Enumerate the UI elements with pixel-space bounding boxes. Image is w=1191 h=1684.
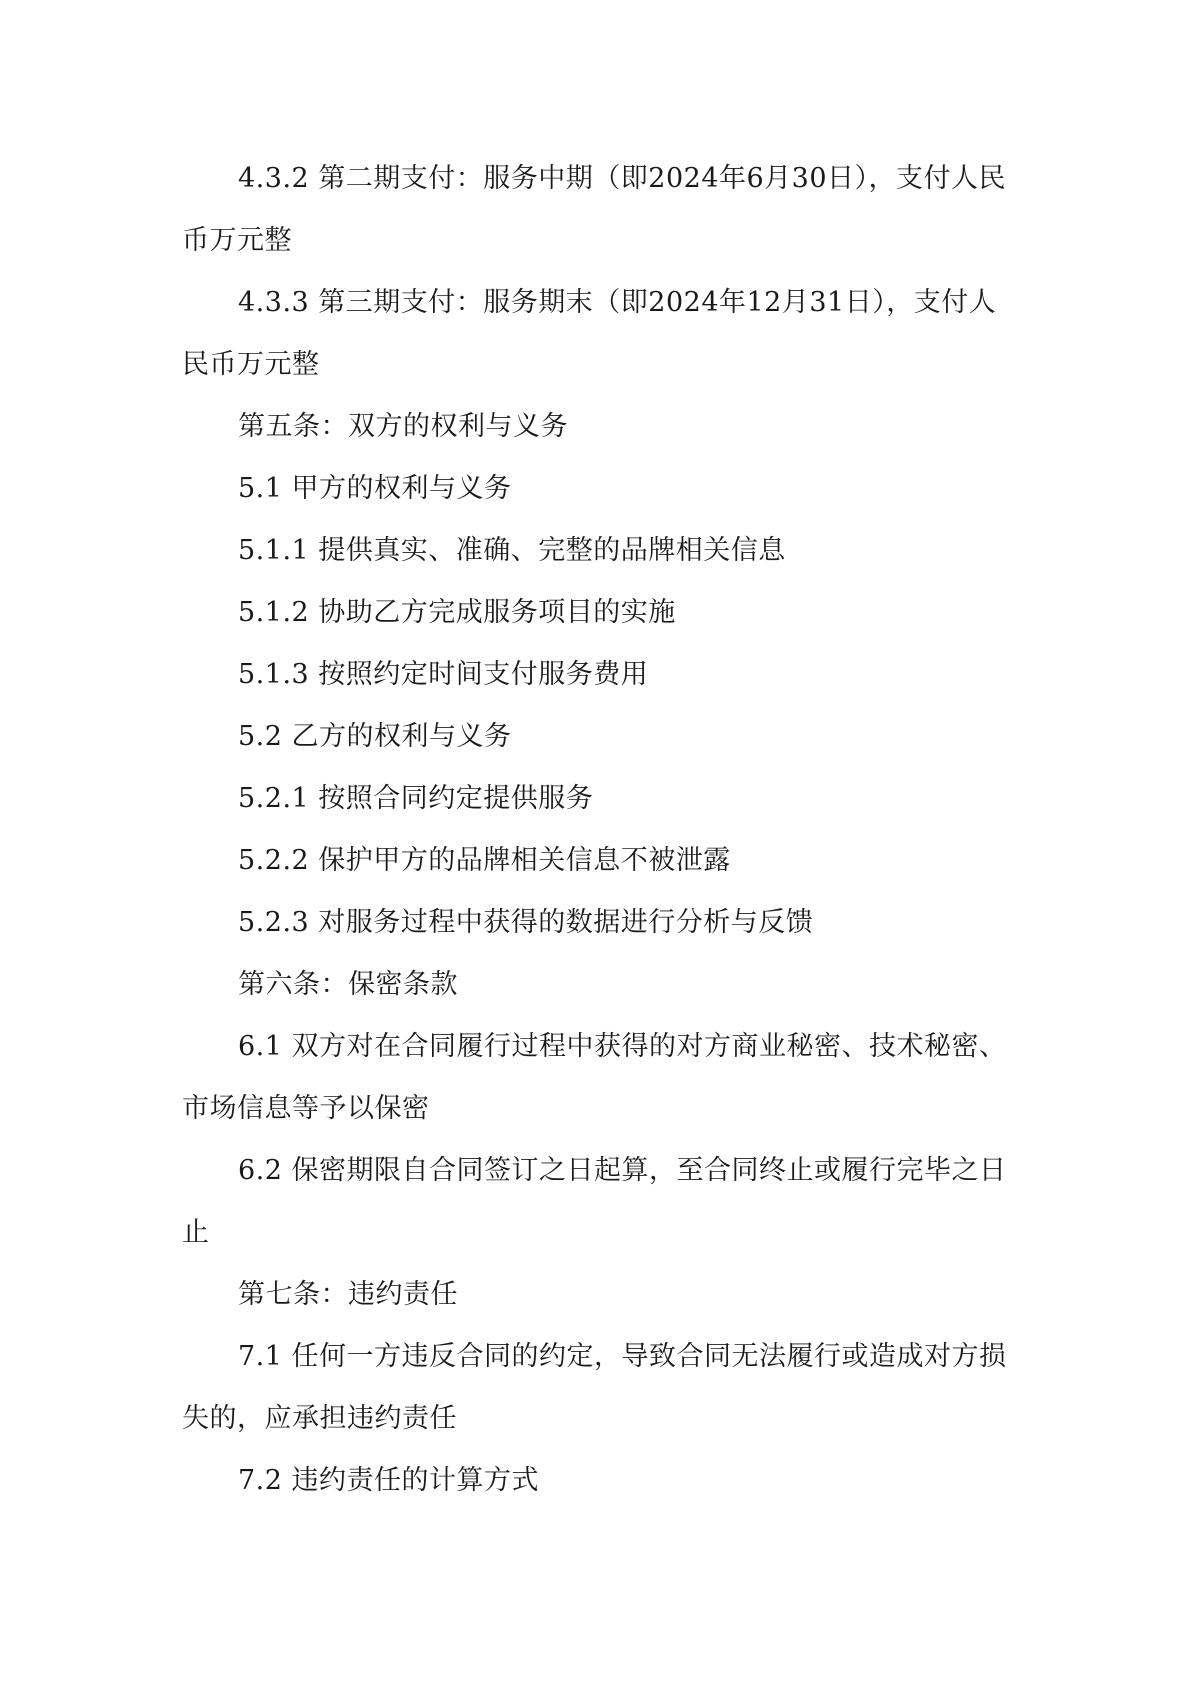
- article-5-heading: 第五条：双方的权利与义务: [238, 411, 568, 442]
- document-body: [182, 148, 1012, 1512]
- clause-5-1-3: 5.1.3 按照约定时间支付服务费用: [238, 659, 649, 690]
- clause-5-2: 5.2 乙方的权利与义务: [238, 721, 512, 752]
- clause-7-1: 7.1 任何一方违反合同的约定，导致合同无法履行或造成对方损失的，应承担违约责任: [182, 1341, 1007, 1434]
- article-7-heading: 第七条：违约责任: [238, 1279, 458, 1310]
- clause-6-2: 6.2 保密期限自合同签订之日起算，至合同终止或履行完毕之日止: [182, 1155, 1007, 1248]
- clause-4-3-2: 4.3.2 第二期支付：服务中期（即2024年6月30日），支付人民币万元整: [182, 163, 1007, 256]
- clause-5-1-2: 5.1.2 协助乙方完成服务项目的实施: [238, 597, 676, 628]
- clause-5-1: 5.1 甲方的权利与义务: [238, 473, 512, 504]
- clause-5-1-1: 5.1.1 提供真实、准确、完整的品牌相关信息: [238, 535, 786, 566]
- clause-7-2: 7.2 违约责任的计算方式: [238, 1465, 540, 1496]
- article-6-heading: 第六条：保密条款: [238, 969, 458, 1000]
- clause-4-3-3: 4.3.3 第三期支付：服务期末（即2024年12月31日），支付人民币万元整: [182, 287, 997, 380]
- clause-5-2-3: 5.2.3 对服务过程中获得的数据进行分析与反馈: [238, 907, 814, 938]
- clause-5-2-1: 5.2.1 按照合同约定提供服务: [238, 783, 594, 814]
- clause-6-1: 6.1 双方对在合同履行过程中获得的对方商业秘密、技术秘密、市场信息等予以保密: [182, 1031, 1007, 1124]
- clause-5-2-2: 5.2.2 保护甲方的品牌相关信息不被泄露: [238, 845, 731, 876]
